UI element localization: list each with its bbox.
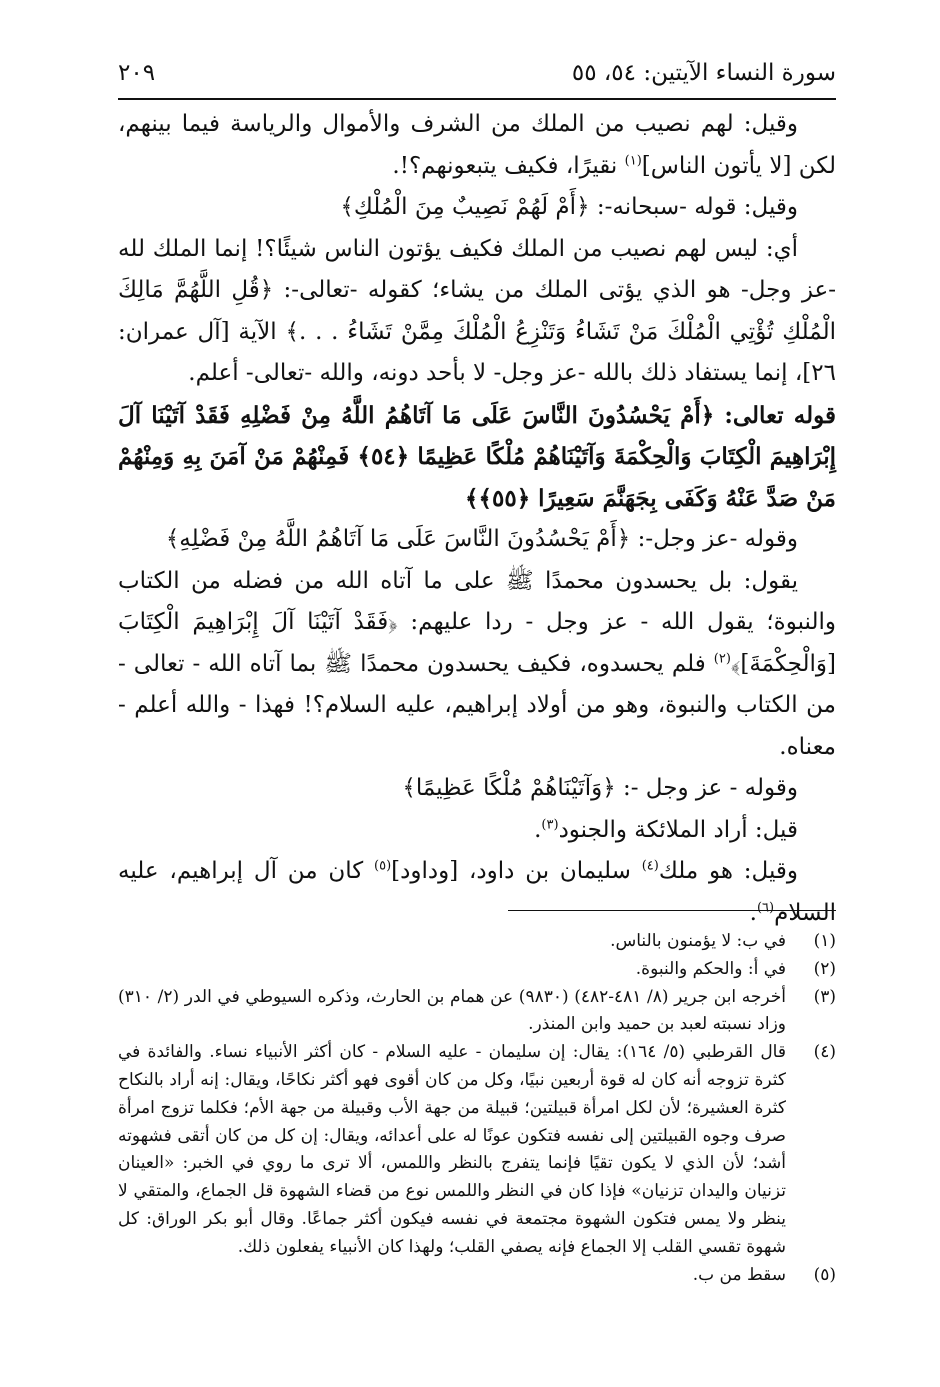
footnote-number: (١): [813, 931, 836, 951]
footnotes: [118, 928, 836, 1289]
footnote-ref-6[interactable]: (٦): [756, 899, 775, 915]
footnote-ref-4[interactable]: (٤): [641, 858, 659, 874]
footnote-ref-3[interactable]: (٣): [541, 816, 559, 832]
footnote-text: في ب: لا يؤمنون بالناس.: [610, 931, 786, 951]
paragraph-5: وقوله -عز وجل-: ﴿أَمْ يَحْسُدُونَ النَّاسَ عَلَى مَا آتَاهُمُ اللَّهُ مِنْ فَضْلِهِ﴾: [165, 526, 798, 552]
main-text: [118, 104, 836, 934]
footnote-ref-2[interactable]: (٢): [713, 650, 731, 666]
footnote-1: [118, 928, 836, 956]
footnote-3: [118, 984, 836, 1040]
footnote-number: (٤): [813, 1042, 836, 1063]
footnote-text: سقط من ب.: [692, 1264, 786, 1285]
verse-text: ﴿أَمْ يَحْسُدُونَ النَّاسَ عَلَى مَا آتَاهُمُ اللَّهُ مِنْ فَضْلِهِ فَقَدْ آتَيْنَا آلَ إِبْرَاهِيمَ الْكِتَابَ وَالْحِكْمَةَ وَآتَيْنَاهُمْ مُلْكًا عَظِيمًا ﴿٥٤﴾ فَمِنْهُمْ مَنْ آمَنَ بِهِ وَمِنْهُمْ مَنْ صَدَّ عَنْهُ وَكَفَى بِجَهَنَّمَ سَعِيرًا ﴿٥٥﴾﴾: [118, 401, 836, 512]
footnote-text: قال القرطبي (٥/ ١٦٤): يقال: إن سليمان - عليه السلام - كان أكثر الأنبياء نساء. والفائدة في كثرة تزوجه أنه كان له قوة أربعين نبيًا، وكل من كان أقوى فهو أكثر نكاحًا، ويقال: إنه أراد بالنكاح كثرة العشيرة؛ لأن لكل امرأة قبيلتين؛ قبيلة من جهة الأب وقبيلة من جهة الأم؛ فكلما تزوج امرأة صرف وجوه القبيلتين إلى نفسه فتكون عونًا له على أعدائه، ويقال: إن كل من كان أتقى فشهوته أشد؛ لأن الذي لا يكون تقيًا فإنما يتفرج بالنظر واللمس، ألا ترى ما روي في الخبر: «العينان تزنيان واليدان تزنيان» فإذا كان في النظر واللمس نوع من قضاء الشهوة قل الجماع، والمتقي لا ينظر ولا يمس فتكون الشهوة مجتمعة في نفسه فيكون أكثر جماعًا. وقال أبو بكر الوراق: كل شهوة تقسي القلب إلا الجماع فإنه يصفي القلب؛ ولهذا كان الأنبياء يفعلون ذلك.: [118, 1042, 786, 1257]
paragraph-1: وقيل: لهم نصيب من الملك من الشرف والأموال والرياسة فيما بينهم، لكن [لا يأتون الناس]$^{(١)}$ نقيرًا، فكيف يتبعونهم؟!.: [118, 111, 836, 179]
verse-heading: [118, 395, 836, 520]
paragraph-8: قيل: أراد الملائكة والجنود$^{(٣)}$.: [534, 816, 798, 843]
page-number: ٢٠٩: [118, 60, 156, 86]
header-rule: [118, 98, 836, 100]
footnote-number: (٥): [813, 1264, 836, 1285]
footnote-number: (٣): [813, 986, 836, 1007]
footnote-2: [118, 956, 836, 984]
footnote-rule: [508, 910, 836, 911]
paragraph-9: وقيل: هو ملك$^{(٤)}$ سليمان بن داود، [وداود]$^{(٥)}$ كان من آل إبراهيم، عليه السلام$^{(٦)}$.: [118, 858, 836, 926]
running-title: سورة النساء الآيتين: ٥٤، ٥٥: [571, 60, 836, 86]
footnote-text: أخرجه ابن جرير (٨/ ٤٨١-٤٨٢) (٩٨٣٠) عن همام بن الحارث، وذكره السيوطي في الدر (٢/ ٣١٠) وزاد نسبته لعبد بن حميد وابن المنذر.: [118, 986, 786, 1035]
footnote-number: (٢): [813, 958, 836, 979]
verse-lead: قوله تعالى:: [724, 401, 836, 429]
footnote-5: [118, 1262, 836, 1290]
paragraph-2: وقيل: قوله -سبحانه-: ﴿أَمْ لَهُمْ نَصِيبٌ مِنَ الْمُلْكِ﴾: [340, 194, 798, 220]
footnote-text: في أ: والحكم والنبوة.: [635, 958, 786, 979]
footnote-ref-1[interactable]: (١): [624, 152, 642, 168]
footnote-ref-5[interactable]: (٥): [374, 858, 392, 874]
paragraph-6: يقول: بل يحسدون محمدًا ﷺ على ما آتاه الله من فضله من الكتاب والنبوة؛ يقول الله - عز وجل - ردا عليهم: ﴿فَقَدْ آتَيْنَا آلَ إِبْرَاهِيمَ الْكِتَابَ [وَالْحِكْمَةَ]﴾$^{(٢)}$ فلم يحسدوه، فكيف يحسدون محمدًا ﷺ بما آتاه الله - تعالى - من الكتاب والنبوة، وهو من أولاد إبراهيم، عليه السلام؟! فهذا - والله أعلم - معناه.: [118, 567, 836, 760]
paragraph-7: وقوله - عز وجل -: ﴿وَآتَيْنَاهُمْ مُلْكًا عَظِيمًا﴾: [402, 775, 798, 801]
footnote-4: [118, 1039, 836, 1261]
page-header: [118, 56, 836, 96]
paragraph-3: أي: ليس لهم نصيب من الملك فكيف يؤتون الناس شيئًا؟! إنما الملك لله -عز وجل- هو الذي يؤتى الملك من يشاء؛ كقوله -تعالى-: ﴿قُلِ اللَّهُمَّ مَالِكَ الْمُلْكِ تُؤْتِي الْمُلْكَ مَنْ تَشَاءُ وَتَنْزِعُ الْمُلْكَ مِمَّنْ تَشَاءُ . . .﴾ الآية [آل عمران: ٢٦]، إنما يستفاد ذلك بالله -عز وجل- لا بأحد دونه، والله -تعالى- أعلم.: [118, 235, 836, 386]
